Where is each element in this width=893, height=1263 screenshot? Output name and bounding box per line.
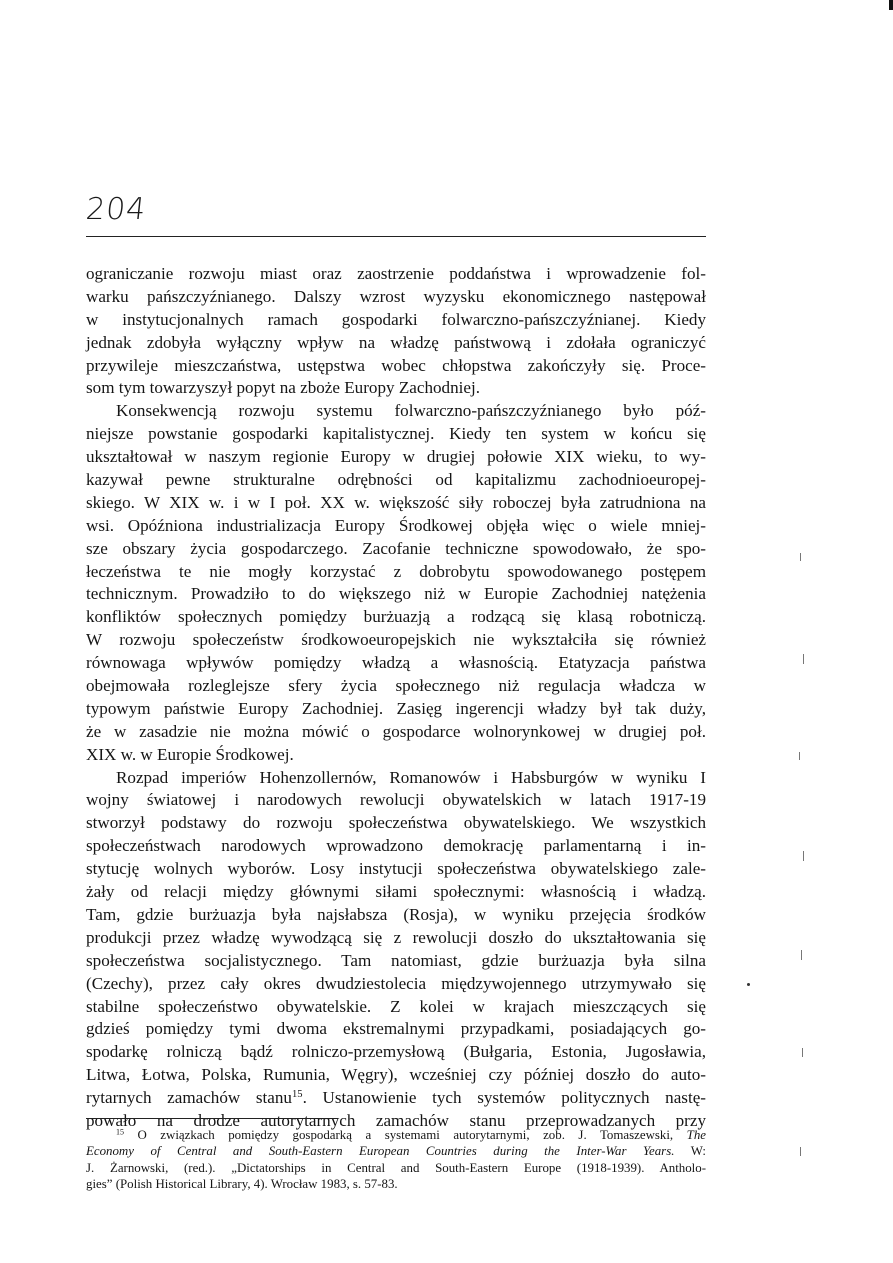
text-line: powało na drodze autorytarnych zamachów stanu przeprowadzanych przy: [86, 1110, 706, 1130]
text-line: sze obszary życia gospodarczego. Zacofanie techniczne spowodowało, że spo-: [86, 538, 706, 558]
text-line: wojny światowej i narodowych rewolucji obywatelskich w latach 1917-19: [86, 790, 706, 810]
footnote-line: J. Żarnowski, (red.). „Dictatorships in Central and South-Eastern Europe (1918-1939). Antholo-: [86, 1160, 706, 1175]
page-number: 204: [84, 192, 149, 227]
footnote-line: [86, 1143, 706, 1159]
text-line: warku pańszczyźnianego. Dalszy wzrost wyzysku ekonomicznego następował: [86, 286, 706, 306]
text-line: Rozpad imperiów Hohenzollernów, Romanowów i Habsburgów w wyniku I: [116, 767, 706, 787]
text-fragment: . Ustanowienie tych systemów politycznych nastę-: [302, 1088, 706, 1108]
scan-edge-mark: [889, 0, 893, 10]
footnote-title: The: [686, 1128, 706, 1142]
text-line: gdzieś pomiędzy tymi dwoma ekstremalnymi przypadkami, posiadających go-: [86, 1019, 706, 1039]
text-line: konfliktów społecznych pomiędzy burżuazją a rodzącą się klasą robotniczą.: [86, 607, 706, 627]
footnote-text: O związkach pomiędzy gospodarką a systemami autorytarnymi, zob. J. Tomaszewski,: [123, 1128, 687, 1142]
footnote-ref[interactable]: 15: [291, 1089, 303, 1101]
footnote-number: 15: [116, 1127, 124, 1137]
text-line: jednak zdobyła wyłączny wpływ na władzę państwową i zdołała ograniczyć: [86, 332, 706, 352]
scan-margin-mark: [801, 950, 802, 960]
text-line: stworzył podstawy do rozwoju społeczeństwa obywatelskiego. We wszystkich: [86, 813, 706, 833]
text-line: W rozwoju społeczeństw środkowoeuropejskich nie wykształciła się również: [86, 630, 706, 650]
text-line: Tam, gdzie burżuazja była najsłabsza (Rosja), w wyniku przejęcia środków: [86, 904, 706, 924]
footnote-rule: [86, 1118, 338, 1119]
scan-margin-mark: [799, 752, 800, 760]
text-line: w instytucjonalnych ramach gospodarki folwarczno-pańszczyźnianej. Kiedy: [86, 309, 706, 329]
text-line-with-footnote-ref: [86, 1087, 706, 1110]
text-line: społeczeństwa socjalistycznego. Tam natomiast, gdzie burżuazja była silna: [86, 950, 706, 970]
text-line: społeczeństwach narodowych wprowadzono demokrację parlamentarną i in-: [86, 836, 706, 856]
text-line: równowaga wpływów pomiędzy władzą a własnością. Etatyzacja państwa: [86, 653, 706, 673]
footnote-line: [86, 1127, 706, 1143]
text-line: XIX w. w Europie Środkowej.: [86, 744, 294, 764]
scan-margin-mark: [803, 851, 804, 861]
scan-margin-mark: [800, 553, 801, 561]
text-line: kazywał pewne strukturalne odrębności od kapitalizmu zachodnioeuropej-: [86, 470, 706, 490]
text-line: stabilne społeczeństwo obywatelskie. Z kolei w krajach mieszczących się: [86, 996, 706, 1016]
text-line: obejmowała rozleglejsze sfery życia społecznego niż regulacja władcza w: [86, 676, 706, 696]
header-rule: [86, 236, 706, 237]
text-line: łeczeństwa te nie mogły korzystać z dobrobytu spowodowanego postępem: [86, 561, 706, 581]
text-line: typowym państwie Europy Zachodniej. Zasięg ingerencji władzy był tak duży,: [86, 698, 706, 718]
text-line: technicznym. Prowadziło to do większego niż w Europie Zachodniej natężenia: [86, 584, 706, 604]
scan-speck: [747, 983, 750, 986]
text-line: produkcji przez władzę wywodzącą się z rewolucji doszło do ukształtowania się: [86, 927, 706, 947]
footnote-line: gies” (Polish Historical Library, 4). Wrocław 1983, s. 57-83.: [86, 1177, 398, 1192]
text-line: żały od relacji między głównymi siłami społecznymi: własnością i władzą.: [86, 882, 706, 902]
text-line: Konsekwencją rozwoju systemu folwarczno-pańszczyźnianego było póź-: [116, 401, 706, 421]
scan-margin-mark: [800, 1147, 801, 1156]
text-line: skiego. W XIX w. i w I poł. XX w. większość siły roboczej była zatrudniona na: [86, 492, 706, 512]
text-fragment: rytarnych zamachów stanu: [86, 1088, 292, 1108]
text-line: ukształtował w naszym regionie Europy w drugiej połowie XIX wieku, to wy-: [86, 447, 706, 467]
text-line: przywileje mieszczaństwa, ustępstwa wobec chłopstwa zakończyły się. Proce-: [86, 355, 706, 375]
text-line: Litwa, Łotwa, Polska, Rumunia, Węgry), wcześniej czy później doszło do auto-: [86, 1065, 706, 1085]
text-line: że w zasadzie nie można mówić o gospodarce wolnorynkowej w drugiej poł.: [86, 721, 706, 741]
footnote: [86, 1127, 706, 1193]
body-text: [86, 263, 706, 1133]
footnote-title: Economy of Central and South-Eastern European Countries during the Inter-War Years.: [86, 1144, 675, 1159]
text-line: ograniczanie rozwoju miast oraz zaostrzenie poddaństwa i wprowadzenie fol-: [86, 264, 706, 283]
scan-margin-mark: [803, 654, 804, 664]
footnote-text: W:: [674, 1144, 706, 1159]
text-line: stytucję wolnych wyborów. Losy instytucji społeczeństwa obywatelskiego zale-: [86, 859, 706, 879]
text-line: niejsze powstanie gospodarki kapitalistycznej. Kiedy ten system w końcu się: [86, 424, 706, 444]
scan-margin-mark: [802, 1048, 803, 1057]
text-line: (Czechy), przez cały okres dwudziestolecia międzywojennego utrzymywało się: [86, 973, 706, 993]
text-line: wsi. Opóźniona industrializacja Europy Środkowej objęła więc o wiele mniej-: [86, 515, 706, 535]
text-line: som tym towarzyszył popyt na zboże Europy Zachodniej.: [86, 378, 480, 398]
text-line: spodarkę rolniczą bądź rolniczo-przemysłową (Bułgaria, Estonia, Jugosławia,: [86, 1042, 706, 1062]
